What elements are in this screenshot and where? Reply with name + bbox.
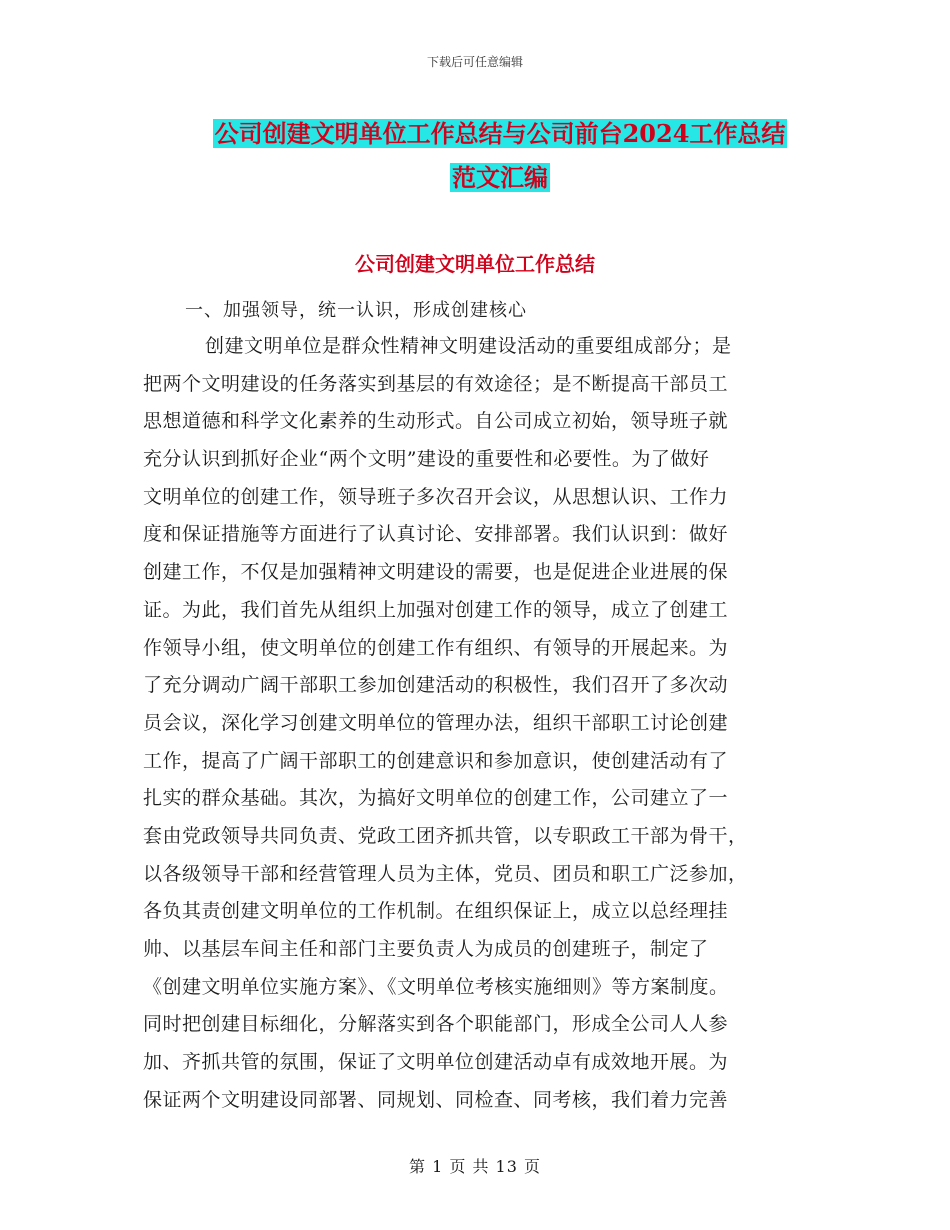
- body-line: 加、齐抓共管的氛围，保证了文明单位创建活动卓有成效地开展。为: [143, 1051, 729, 1074]
- document-title-line1: 公司创建文明单位工作总结与公司前台2024工作总结: [214, 119, 786, 148]
- body-line: 充分认识到抓好企业“两个文明”建设的重要性和必要性。为了做好: [143, 448, 710, 471]
- body-line: 《创建文明单位实施方案》、《文明单位考核实施细则》等方案制度。: [143, 975, 729, 998]
- section-heading: 一、加强领导，统一认识，形成创建核心: [185, 300, 527, 321]
- body-line: 扎实的群众基础。其次，为搞好文明单位的创建工作，公司建立了一: [143, 787, 729, 810]
- body-line: 度和保证措施等方面进行了认真讨论、安排部署。我们认识到：做好: [143, 523, 729, 546]
- body-line: 文明单位的创建工作，领导班子多次召开会议，从思想认识、工作力: [143, 485, 729, 508]
- body-line: 证。为此，我们首先从组织上加强对创建工作的领导，成立了创建工: [143, 598, 729, 621]
- body-line: 员会议，深化学习创建文明单位的管理办法，组织干部职工讨论创建: [143, 711, 729, 734]
- body-line: 各负其责创建文明单位的工作机制。在组织保证上，成立以总经理挂: [143, 900, 729, 923]
- page-footer: 第 1 页 共 13 页: [409, 1157, 541, 1176]
- document-title-line2: 范文汇编: [452, 163, 548, 192]
- body-line: 保证两个文明建设同部署、同规划、同检查、同考核，我们着力完善: [143, 1088, 729, 1111]
- body-line: 以各级领导干部和经营管理人员为主体，党员、团员和职工广泛参加，: [143, 862, 748, 885]
- body-line: 把两个文明建设的任务落实到基层的有效途径；是不断提高干部员工: [143, 372, 729, 395]
- body-line: 了充分调动广阔干部职工参加创建活动的积极性，我们召开了多次动: [143, 674, 729, 697]
- body-line: 创建文明单位是群众性精神文明建设活动的重要组成部分；是: [205, 335, 732, 357]
- section-title: 公司创建文明单位工作总结: [355, 252, 595, 276]
- body-line: 套由党政领导共同负责、党政工团齐抓共管，以专职政工干部为骨干，: [143, 824, 748, 847]
- body-line: 帅、以基层车间主任和部门主要负责人为成员的创建班子，制定了: [143, 938, 709, 960]
- body-paragraph: [143, 328, 803, 1119]
- header-note: 下载后可任意编辑: [426, 55, 523, 69]
- body-line: 创建工作，不仅是加强精神文明建设的需要，也是促进企业进展的保: [143, 561, 729, 584]
- document-title: [140, 112, 860, 200]
- body-line: 工作，提高了广阔干部职工的创建意识和参加意识，使创建活动有了: [143, 749, 729, 772]
- body-line: 思想道德和科学文化素养的生动形式。自公司成立初始，领导班子就: [143, 410, 729, 433]
- body-line: 同时把创建目标细化，分解落实到各个职能部门，形成全公司人人参: [143, 1013, 729, 1036]
- body-line: 作领导小组，使文明单位的创建工作有组织、有领导的开展起来。为: [143, 636, 729, 659]
